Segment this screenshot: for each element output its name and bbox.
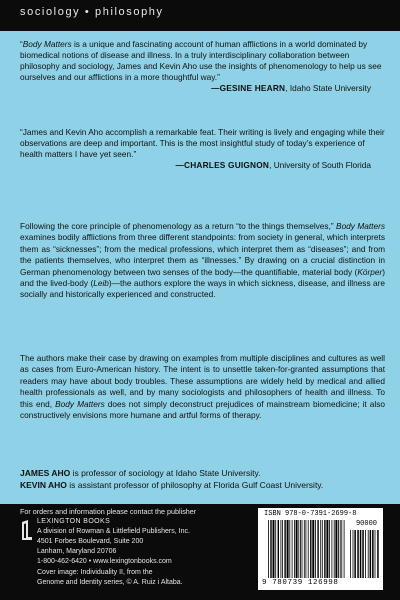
barcode-bar	[292, 520, 293, 578]
ean13-label: 9 780739 126998	[262, 579, 339, 587]
barcode-bar	[329, 520, 330, 578]
publisher-address-1: A division of Rowman & Littlefield Publishers, Inc.	[37, 528, 190, 535]
publisher-name: LEXINGTON BOOKS	[37, 518, 111, 525]
praise-attribution-2	[20, 160, 385, 171]
barcode-bar	[354, 530, 356, 578]
barcode-bar	[289, 520, 290, 578]
barcode-bar	[275, 520, 276, 578]
barcode-bar	[370, 530, 372, 578]
barcode-bar	[282, 520, 283, 578]
praise-affiliation-1: , Idaho State University	[285, 83, 371, 94]
barcode-bar	[350, 530, 351, 578]
barcode-bar	[368, 530, 369, 578]
barcode-bar	[338, 520, 339, 578]
barcode-bar	[360, 530, 362, 578]
barcode-bar	[300, 520, 301, 578]
praise-affiliation-2: , University of South Florida	[269, 160, 371, 171]
barcode-bar	[375, 530, 376, 578]
barcode-bar	[334, 520, 335, 578]
publisher-address-2: 4501 Forbes Boulevard, Suite 200	[37, 538, 144, 545]
praise-quote-1-text: “Body Matters is a unique and fascinating account of human afflictions in a world dominated by biomedical notions of disease and illness. In a truly interdisciplinary collaboration between philosophy and sociology, James and Kevin Aho use the insights of phenomenology to help us see ourselves and our afflictions in a more thoughtful way.”	[20, 39, 382, 83]
praise-quote-1	[20, 39, 385, 94]
barcode-bar	[317, 520, 318, 578]
description-paragraph-1: Following the core principle of phenomenology as a return “to the things themselves,” Body Matters examines bodily afflictions from three different standpoints: from society in general, which interprets them as “sicknesses”; from the medical professions, which interpret them as “diseases”; and from the patients themselves, who interpret them as “illnesses.” By drawing on a crucial distinction in German phenomenology between two senses of the body—the quantifiable, material body (Körper) and the lived-body (Leib)—the authors explore the ways in which sickness, disease, and illness are socially and historically experienced and constructed.	[20, 221, 386, 300]
category-bar	[0, 0, 400, 31]
ean5-label: 90000	[355, 520, 377, 528]
cover-credit-1: Cover image: Individuality II, from the	[37, 569, 153, 576]
barcode-bar	[353, 530, 354, 578]
text-panel	[0, 31, 400, 504]
lexington-logo-icon	[20, 519, 34, 541]
barcode-bar	[298, 520, 299, 578]
praise-name-1: —GESINE HEARN	[211, 83, 286, 94]
barcode-bar	[310, 520, 311, 578]
barcode-bar	[270, 520, 271, 578]
barcode-bar	[278, 520, 279, 578]
barcode-bar	[341, 520, 342, 578]
barcode-bar	[302, 520, 303, 578]
author-bio-2	[20, 480, 385, 491]
barcode-bar	[312, 520, 314, 578]
description-paragraph-2: The authors make their case by drawing on examples from multiple disciplines and cultures as well as cases from Euro-American history. The intent is to unsettle taken-for-granted assumptions that readers may have about body troubles. These assumptions are widely held by medical and allied health professionals as well, and by many sociologists and philosophers of health and illness. To this end, Body Matters does not simply deconstruct prejudices of mainstream biomedicine; it also constructively envisions more humane and artful forms of therapy.	[20, 353, 385, 421]
praise-attribution-1	[20, 83, 385, 94]
barcode-bar	[335, 520, 337, 578]
barcode-bar	[308, 520, 309, 578]
barcode-bar	[377, 530, 379, 578]
barcode-bar	[322, 520, 323, 578]
orders-info: For orders and information please contact the publisher	[20, 507, 197, 516]
category-label: sociology • philosophy	[20, 6, 164, 18]
barcode-bar	[294, 520, 295, 578]
barcode-bar	[273, 520, 275, 578]
author-name-2: KEVIN AHO	[20, 480, 67, 490]
barcode-bar	[357, 530, 359, 578]
barcode	[258, 508, 383, 590]
barcode-bar	[320, 520, 321, 578]
author-desc-1: is professor of sociology at Idaho State University.	[70, 468, 261, 478]
barcode-bars	[258, 508, 383, 580]
barcode-bar	[365, 530, 366, 578]
barcode-bar	[306, 520, 307, 578]
author-bio-1	[20, 468, 385, 479]
barcode-bar	[268, 520, 269, 578]
barcode-bar	[315, 520, 316, 578]
barcode-bar	[281, 520, 282, 578]
barcode-bar	[362, 530, 364, 578]
isbn-label: ISBN 978-0-7391-2699-8	[264, 510, 357, 518]
barcode-bar	[340, 520, 341, 578]
barcode-bar	[332, 520, 333, 578]
barcode-bar	[326, 520, 328, 578]
author-desc-2: is assistant professor of philosophy at Florida Gulf Coast University.	[66, 480, 324, 490]
praise-quote-2	[20, 127, 385, 171]
barcode-bar	[304, 520, 305, 578]
author-name-1: JAMES AHO	[20, 468, 71, 478]
barcode-bar	[284, 520, 285, 578]
publisher-contact: 1-800-462-6420 • www.lexingtonbooks.com	[37, 558, 172, 565]
barcode-bar	[296, 520, 298, 578]
barcode-bar	[372, 530, 374, 578]
praise-name-2: —CHARLES GUIGNON	[175, 160, 270, 171]
cover-credit-2: Genome and Identity series, © A. Ruiz i Altaba.	[37, 579, 183, 586]
barcode-bar	[324, 520, 325, 578]
barcode-bar	[287, 520, 289, 578]
praise-quote-2-text: “James and Kevin Aho accomplish a remarkable feat. Their writing is lively and engaging while their observations are deep and important. This is the most insightful study of today’s experience of health matters I have yet seen.”	[20, 127, 385, 160]
publisher-address-3: Lanham, Maryland 20706	[37, 548, 117, 555]
barcode-bar	[344, 520, 345, 578]
